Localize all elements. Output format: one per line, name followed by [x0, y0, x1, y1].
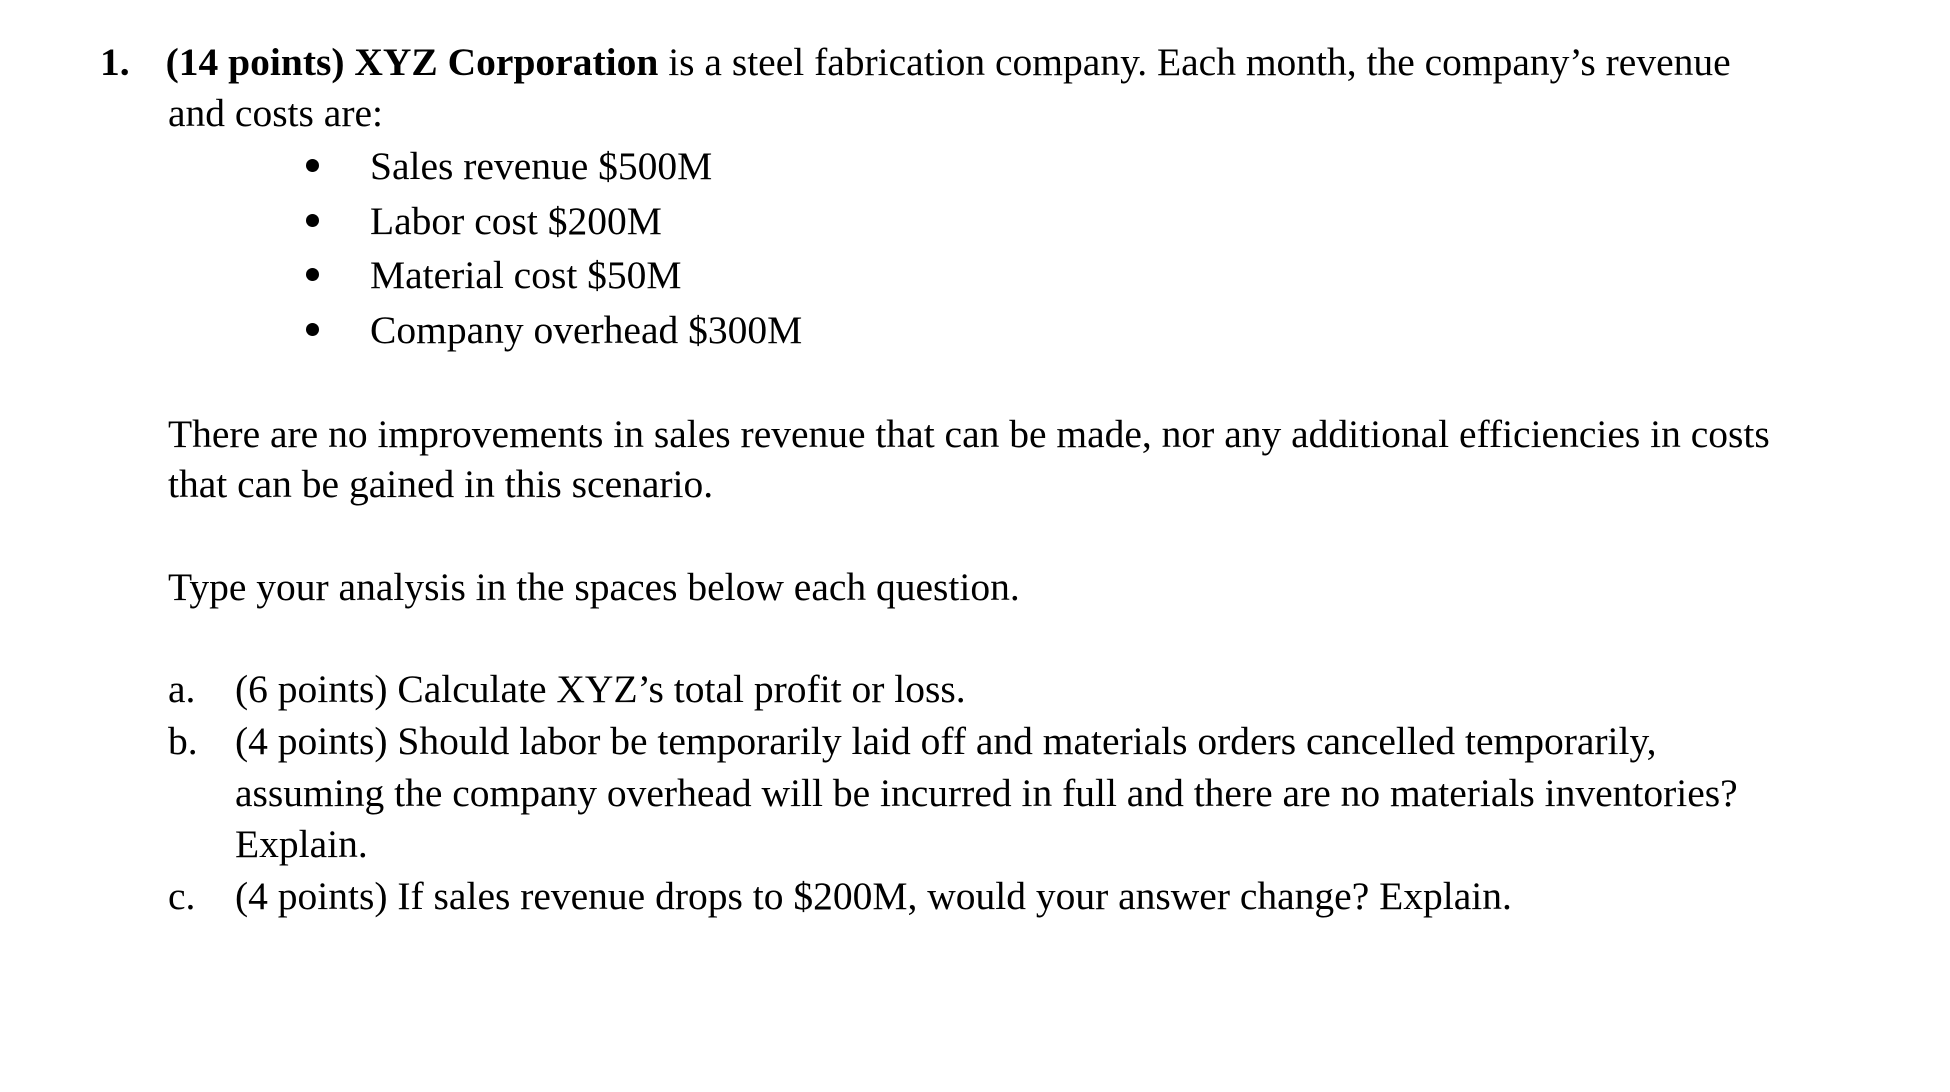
question-points: (14 points) — [165, 40, 345, 84]
question-header — [100, 37, 1731, 87]
subquestion-marker-a: a. — [168, 667, 196, 711]
instruction-text: Type your analysis in the spaces below each question. — [168, 565, 1020, 609]
question-intro: is a steel fabrication company. Each month, the company’s revenue — [668, 40, 1731, 84]
subquestion-marker-b: b. — [168, 719, 198, 763]
subquestion-marker-c: c. — [168, 874, 196, 918]
list-item: Labor cost $200M — [370, 199, 662, 243]
subquestion-b-line2: assuming the company overhead will be incurred in full and there are no materials inventories? — [235, 771, 1738, 815]
list-item: Sales revenue $500M — [370, 144, 713, 188]
question-intro-line2: and costs are: — [168, 91, 383, 135]
subquestion-a: (6 points) Calculate XYZ’s total profit or loss. — [235, 667, 966, 711]
subquestion-b-line1: (4 points) Should labor be temporarily laid off and materials orders cancelled temporarily, — [235, 719, 1657, 763]
list-item: Company overhead $300M — [370, 308, 803, 352]
bullet-icon — [306, 159, 319, 172]
bullet-icon — [306, 268, 319, 281]
bullet-icon — [306, 323, 319, 336]
company-name: XYZ Corporation — [354, 40, 659, 84]
bullet-icon — [306, 214, 319, 227]
scenario-line1: There are no improvements in sales revenue that can be made, nor any additional efficiencies in costs — [168, 412, 1770, 456]
scenario-line2: that can be gained in this scenario. — [168, 462, 714, 506]
subquestion-c: (4 points) If sales revenue drops to $200M, would your answer change? Explain. — [235, 874, 1512, 918]
list-item: Material cost $50M — [370, 253, 682, 297]
question-number: 1. — [100, 40, 130, 84]
subquestion-b-line3: Explain. — [235, 822, 368, 866]
